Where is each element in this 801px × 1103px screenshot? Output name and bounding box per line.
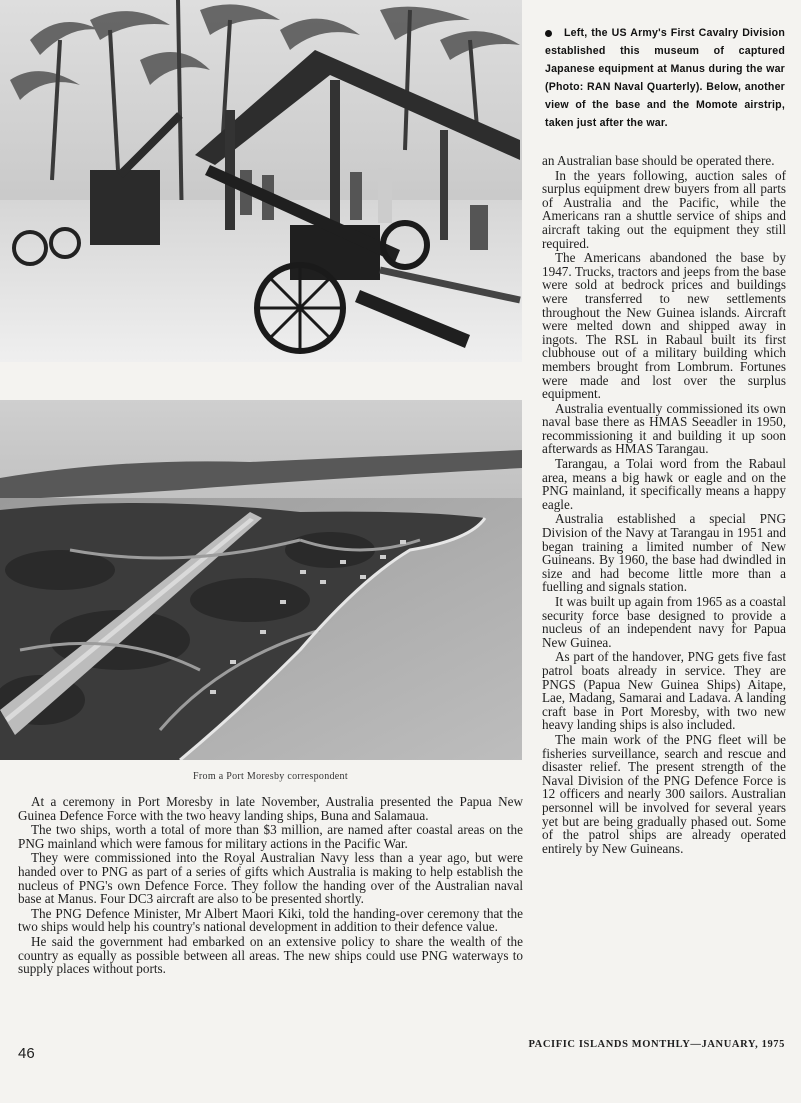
paragraph: At a ceremony in Port Moresby in late November, Australia presented the Papua New Guinea Defence Force with the two heavy landing ships, Buna and Salamaua.	[18, 794, 523, 823]
paragraph: Tarangau, a Tolai word from the Rabaul area, means a big hawk or eagle and on the PNG mainland, it specifically means a happy eagle.	[542, 456, 786, 512]
paragraph: an Australian base should be operated there.	[542, 153, 775, 168]
paragraph: The two ships, worth a total of more than $3 million, are named after coastal areas on the PNG mainland which were famous for military actions in the Pacific War.	[18, 822, 523, 851]
museum-artillery-photo	[0, 0, 522, 362]
paragraph: They were commissioned into the Royal Australian Navy less than a year ago, but were handed over to PNG as part of a series of gifts which Australia is making to help establish the nucleus of PNG's own Defence Force. They follow the handing over of the Australian naval base at Manus. Four DC3 aircraft are also to be presented shortly.	[18, 850, 523, 907]
left-column-article-text	[18, 795, 523, 976]
aerial-base-airstrip-photo	[0, 400, 522, 760]
paragraph: The PNG Defence Minister, Mr Albert Maori Kiki, told the handing-over ceremony that the two ships would help his country's national development in addition to their defence value.	[18, 905, 523, 935]
paragraph: The Americans abandoned the base by 1947. Trucks, tractors and jeeps from the base were sold at bedrock prices and buildings were transferred to new settlements throughout the New Guinea islands. Aircraft were melted down and shipped away in ingots. The RSL in Rabaul built its first clubhouse out of a military building which members brought from Lombrum. Fortunes were made and lost over the surplus equipment.	[542, 250, 786, 402]
byline: From a Port Moresby correspondent	[193, 771, 348, 782]
paragraph: The main work of the PNG fleet will be fisheries surveillance, search and rescue and disaster relief. The present strength of the Naval Division of the PNG Defence Force is 12 officers and nearly 300 sailors. Australian personnel will be involved for several years yet but are being gradually phased out. Some of the patrol ships are already operated entirely by New Guineans.	[542, 731, 786, 856]
bullet-icon	[545, 30, 552, 37]
paragraph: As part of the handover, PNG gets five fast patrol boats already in service. They are PNGS (Papua New Guinea Ships) Aitape, Lae, Madang, Samarai and Ladava. A landing craft base in Port Moresby, with two new heavy landing ships is also included.	[542, 649, 786, 733]
paragraph: He said the government had embarked on an extensive policy to share the wealth of the country as equally as possible between all areas. The new ships could use PNG waterways to supply places without ports.	[18, 933, 523, 977]
paragraph: Australia established a special PNG Division of the Navy at Tarangau in 1951 and began training a limited number of New Guineans. By 1960, the base had dwindled in size and had become little more than a fuelling and signals station.	[542, 511, 786, 595]
photo-caption	[545, 24, 785, 132]
paragraph: It was built up again from 1965 as a coastal security force base designed to provide a nucleus of an independent navy for Papua New Guinea.	[542, 594, 786, 650]
right-column-article-text	[542, 154, 786, 855]
museum-artillery-image	[0, 0, 522, 362]
running-footer: PACIFIC ISLANDS MONTHLY—JANUARY, 1975	[528, 1039, 785, 1050]
paragraph: Australia eventually commissioned its own naval base there as HMAS Seeadler in 1950, recommissioning it and building it up soon afterwards as HMAS Tarangau.	[542, 400, 786, 457]
aerial-base-image	[0, 400, 522, 760]
page-number: 46	[18, 1045, 35, 1062]
paragraph: In the years following, auction sales of surplus equipment drew buyers from all parts of Australia and the Pacific, while the Americans ran a shuttle service of ships and aircraft taking out the equipment they still required.	[542, 167, 786, 251]
caption-text: Left, the US Army's First Cavalry Division established this museum of captured Japanese equipment at Manus during the war (Photo: RAN Naval Quarterly). Below, another view of the base and the Momote airstrip, taken just after the war.	[545, 27, 785, 129]
